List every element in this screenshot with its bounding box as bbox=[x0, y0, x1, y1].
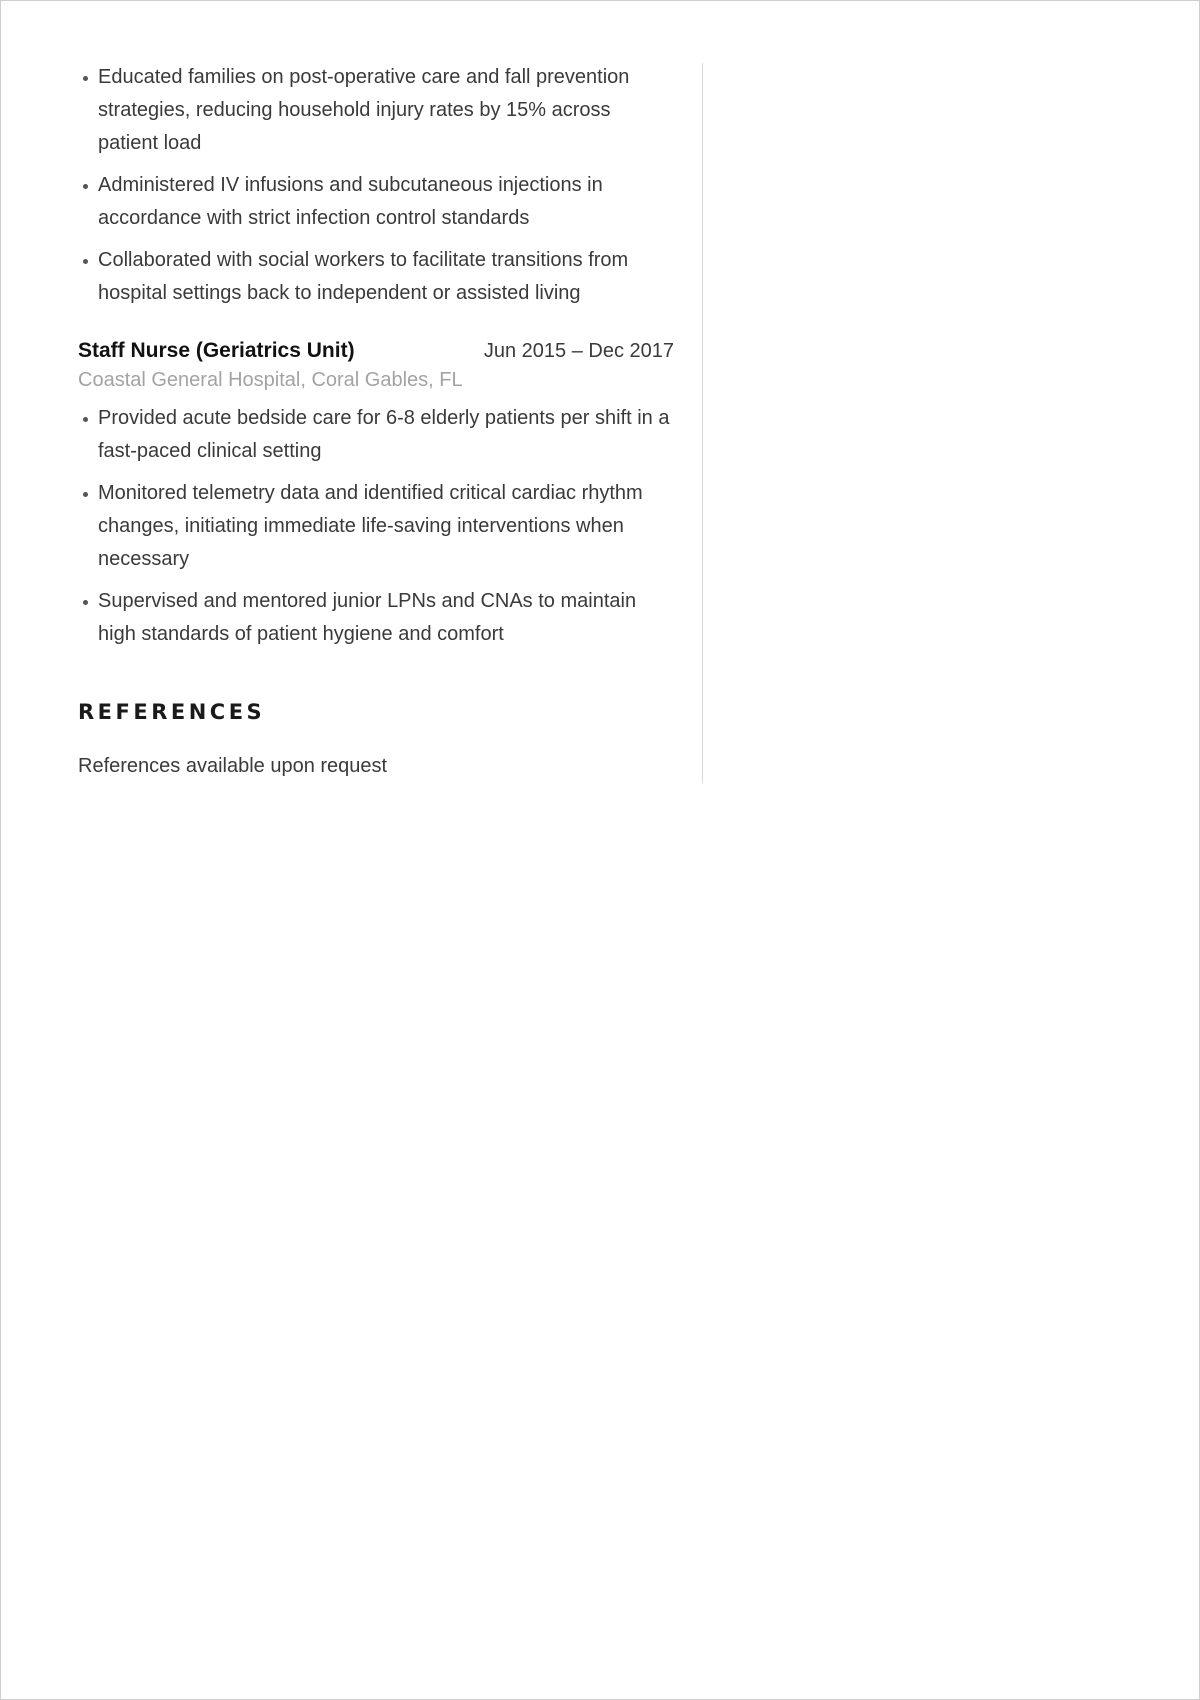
job-company: Coastal General Hospital, Coral Gables, FL bbox=[78, 369, 463, 391]
list-item: Monitored telemetry data and identified critical cardiac rhythm changes, initiating immediate life-saving interventions when necessary bbox=[98, 477, 674, 576]
list-item: Collaborated with social workers to facilitate transitions from hospital settings back to independent or assisted living bbox=[98, 244, 674, 310]
list-item: Provided acute bedside care for 6-8 elderly patients per shift in a fast-paced clinical setting bbox=[98, 402, 674, 468]
job-title: Staff Nurse (Geriatrics Unit) bbox=[78, 339, 355, 362]
main-column bbox=[78, 61, 674, 781]
list-item: Administered IV infusions and subcutaneous injections in accordance with strict infection control standards bbox=[98, 169, 674, 235]
references-text: References available upon request bbox=[78, 755, 388, 777]
list-item: Educated families on post-operative care and fall prevention strategies, reducing household injury rates by 15% across patient load bbox=[98, 61, 674, 160]
previous-job-bullet-list bbox=[78, 61, 674, 310]
list-item: Supervised and mentored junior LPNs and CNAs to maintain high standards of patient hygiene and comfort bbox=[98, 585, 674, 651]
job-dates: Jun 2015 – Dec 2017 bbox=[483, 340, 674, 362]
references-heading: REFERENCES bbox=[78, 700, 266, 724]
job-entry bbox=[78, 336, 674, 651]
job-bullet-list bbox=[78, 402, 674, 651]
column-divider bbox=[702, 63, 703, 783]
job-header bbox=[78, 336, 674, 366]
